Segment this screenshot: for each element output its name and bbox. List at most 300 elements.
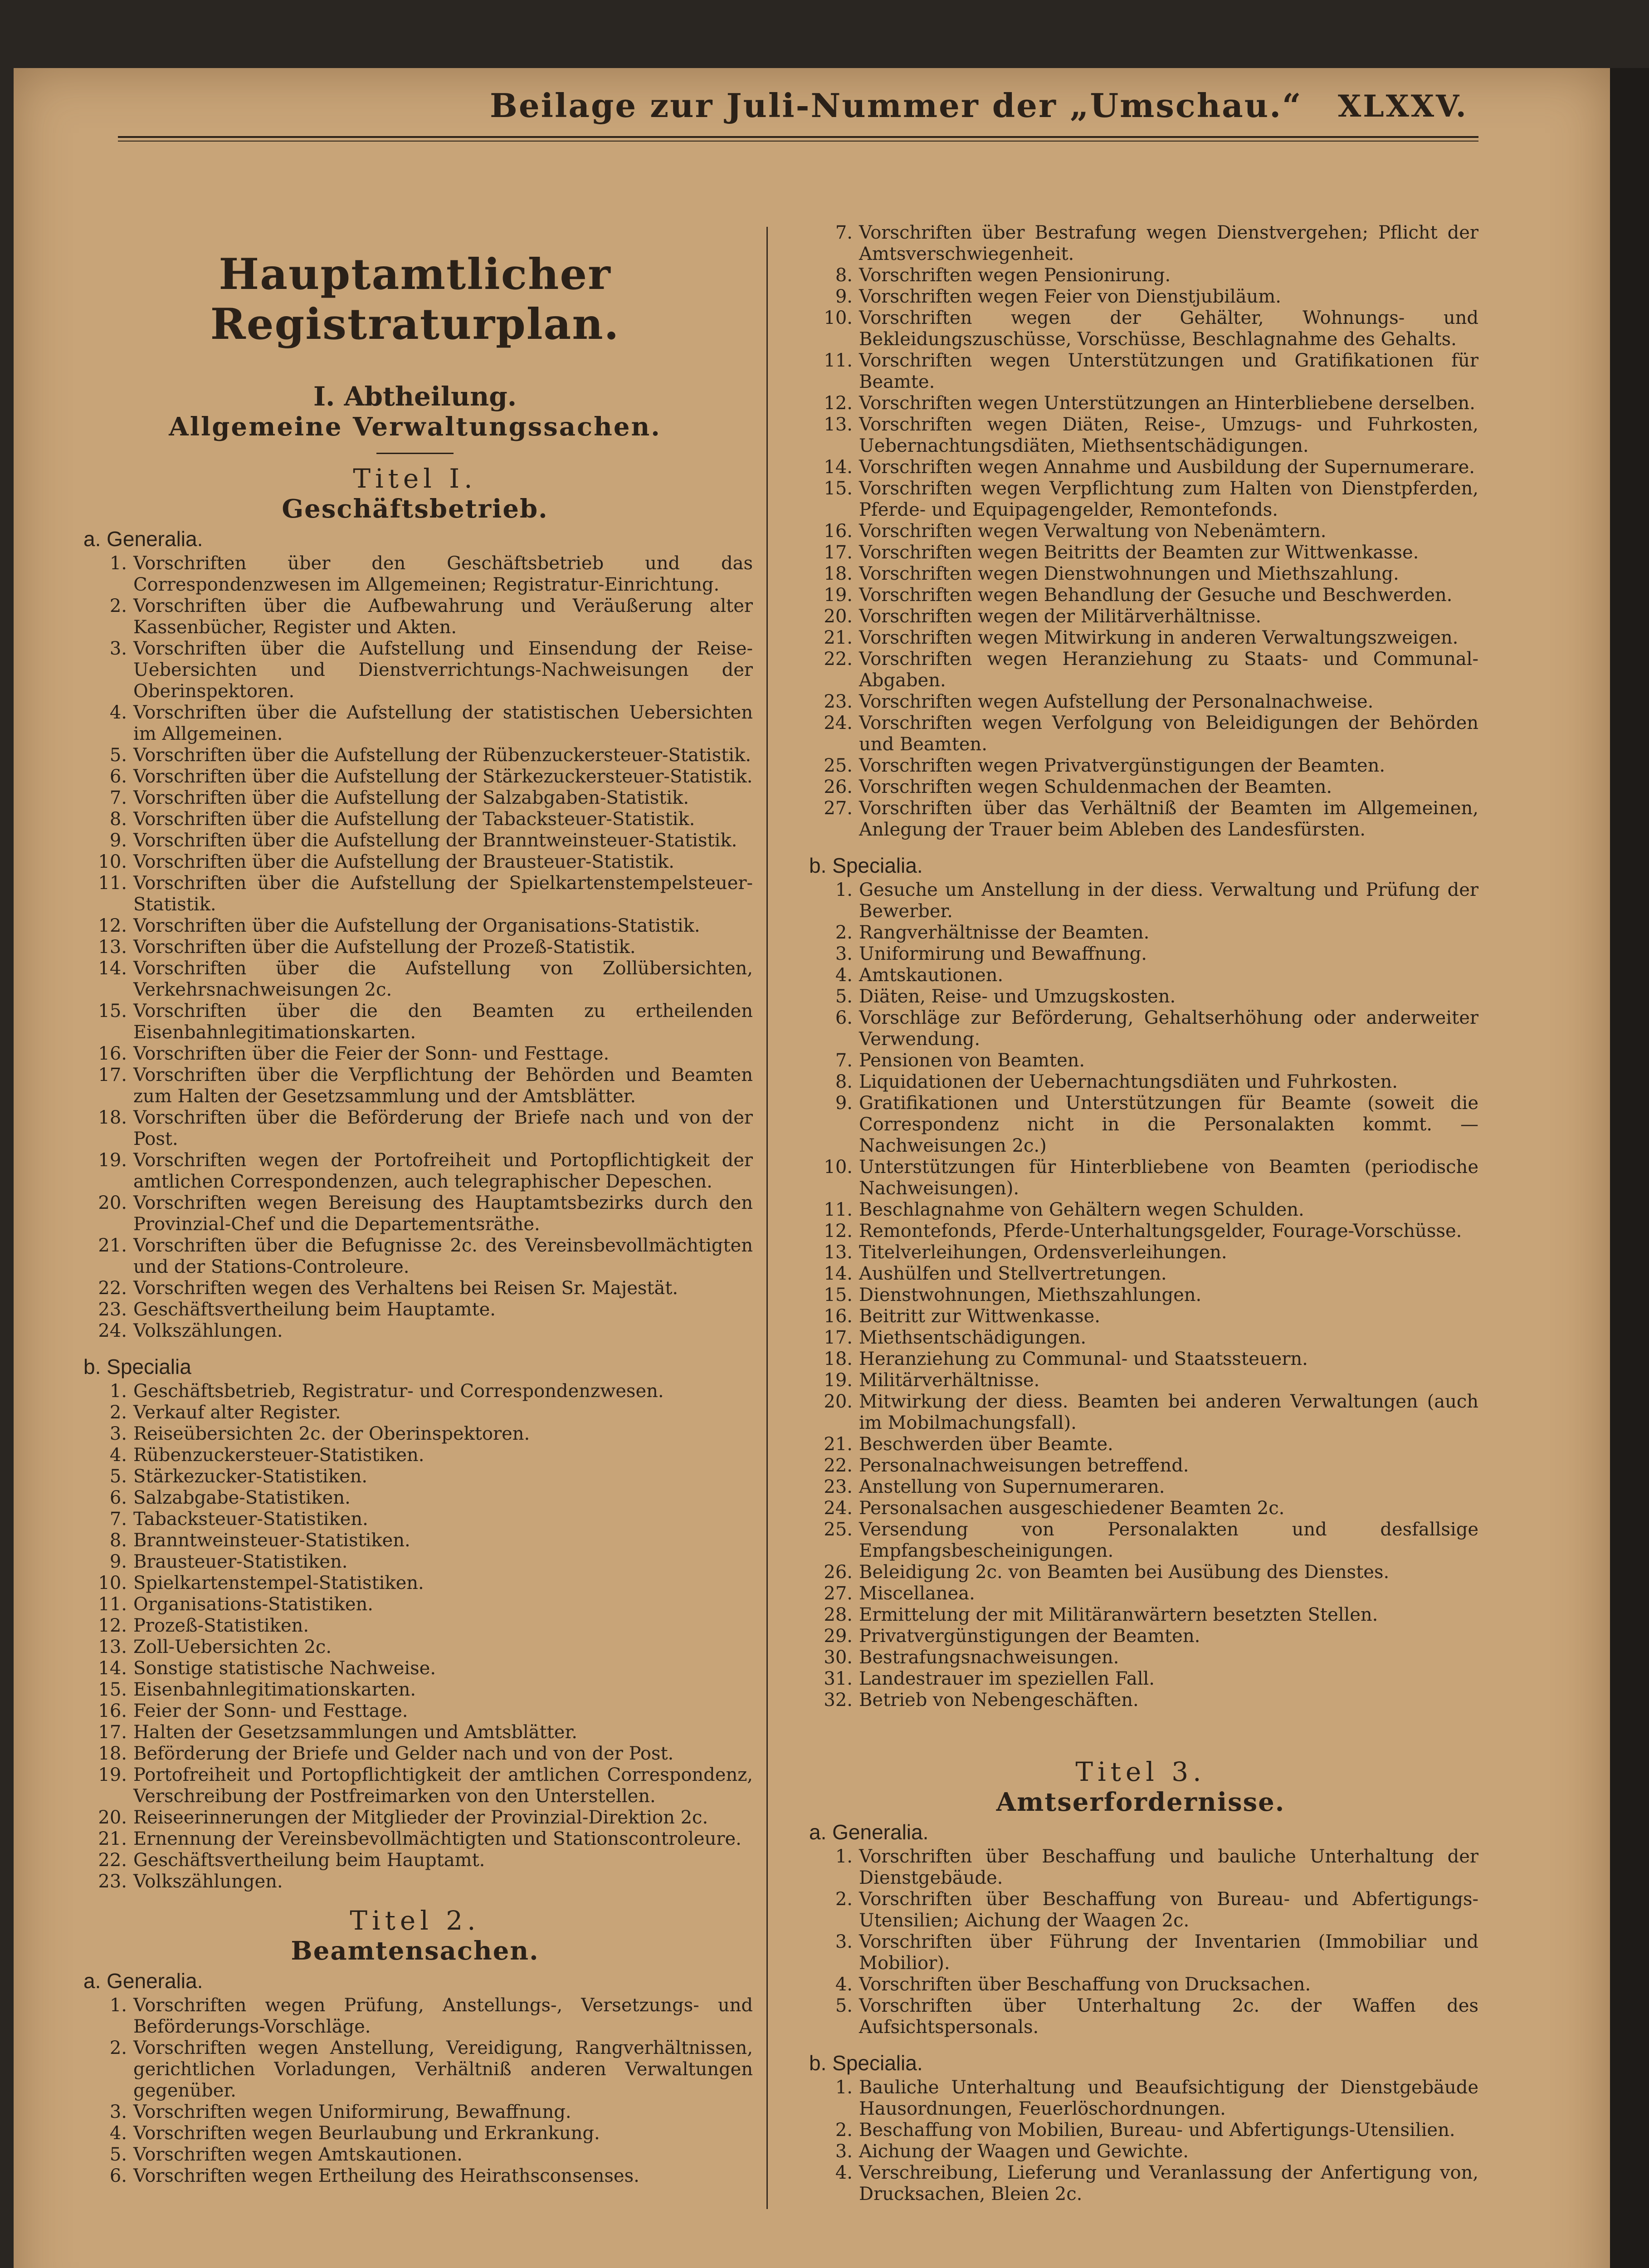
titel2-specialia-list	[803, 880, 1478, 1711]
item-number: 10.	[98, 1573, 127, 1593]
item-text: Portofreiheit und Portopflichtigkeit der amtlichen Correspondenz, Verschreibung der Postfreimarken von den Unterstellen.	[133, 1765, 753, 1807]
item-number: 23.	[824, 1476, 853, 1497]
item-text: Vorschriften wegen Mitwirkung in anderen Verwaltungszweigen.	[859, 627, 1459, 648]
item-text: Vorschriften wegen des Verhaltens bei Reisen Sr. Majestät.	[133, 1278, 678, 1299]
item-text: Mitwirkung der diess. Beamten bei anderen Verwaltungen (auch im Mobilmachungsfall).	[859, 1391, 1478, 1433]
list-item	[803, 2141, 1478, 2162]
item-text: Vorschriften wegen Prüfung, Anstellungs-, Versetzungs- und Beförderungs-Vorschläge.	[133, 1995, 753, 2037]
item-number: 15.	[824, 1285, 853, 1305]
item-text: Vorschriften über den Geschäftsbetrieb und das Correspondenzwesen im Allgemeinen; Registratur-Einrichtung.	[133, 553, 753, 595]
item-text: Rangverhältnisse der Beamten.	[859, 922, 1150, 943]
item-text: Militärverhältnisse.	[859, 1370, 1040, 1391]
titel2-generalia-list-part2	[803, 222, 1478, 841]
list-item	[803, 1071, 1478, 1093]
item-number: 28.	[824, 1604, 853, 1625]
item-number: 19.	[98, 1765, 127, 1785]
list-item	[803, 1221, 1478, 1242]
titel3-generalia-heading: a. Generalia.	[809, 1820, 929, 1844]
list-item	[77, 1679, 753, 1701]
item-number: 29.	[824, 1626, 853, 1647]
list-item	[803, 627, 1478, 649]
list-item	[803, 265, 1478, 286]
item-text: Pensionen von Beamten.	[859, 1050, 1085, 1071]
item-text: Dienstwohnungen, Miethszahlungen.	[859, 1285, 1202, 1305]
item-text: Vorschriften wegen der Militärverhältnisse.	[859, 606, 1262, 627]
item-text: Vorschriften über die Aufstellung der statistischen Uebersichten im Allgemeinen.	[133, 702, 753, 744]
list-item	[77, 1278, 753, 1299]
item-text: Bestrafungsnachweisungen.	[859, 1647, 1119, 1668]
item-text: Vorschriften wegen Behandlung der Gesuche und Beschwerden.	[859, 585, 1453, 606]
item-number: 3.	[835, 1931, 853, 1952]
list-item	[803, 1476, 1478, 1498]
list-item	[803, 457, 1478, 478]
list-item	[803, 286, 1478, 308]
list-item	[803, 521, 1478, 542]
item-text: Vorschriften über Beschaffung und bauliche Unterhaltung der Dienstgebäude.	[859, 1846, 1478, 1888]
item-text: Salzabgabe-Statistiken.	[133, 1487, 351, 1508]
item-number: 12.	[98, 1615, 127, 1636]
item-number: 3.	[835, 943, 853, 964]
item-text: Vorschriften wegen Pensionirung.	[859, 265, 1171, 286]
item-text: Vorschriften über das Verhältniß der Beamten im Allgemeinen, Anlegung der Trauer beim Ableben des Landesfürsten.	[859, 798, 1478, 840]
item-number: 18.	[824, 1349, 853, 1369]
item-text: Vorschriften über die Aufstellung und Einsendung der Reise-Uebersichten und Dienstverrichtungs-Nachweisungen der Oberinspektoren.	[133, 638, 753, 702]
item-number: 14.	[98, 1658, 127, 1679]
item-number: 14.	[98, 958, 127, 979]
list-item	[803, 1242, 1478, 1263]
item-number: 6.	[109, 2165, 127, 2186]
titel2-label: Titel 2.	[350, 1905, 480, 1936]
list-item	[77, 1807, 753, 1828]
titel2-specialia-heading: b. Specialia.	[809, 854, 923, 877]
item-number: 13.	[824, 1242, 853, 1263]
item-number: 7.	[109, 1509, 127, 1530]
item-number: 26.	[824, 1562, 853, 1583]
item-text: Verschreibung, Lieferung und Veranlassung der Anfertigung von, Drucksachen, Bleien 2c.	[859, 2162, 1478, 2204]
item-number: 18.	[98, 1107, 127, 1128]
item-text: Vorschriften über die Aufstellung der Stärkezuckersteuer-Statistik.	[133, 766, 753, 787]
item-number: 3.	[109, 1423, 127, 1444]
item-text: Beleidigung 2c. von Beamten bei Ausübung des Dienstes.	[859, 1562, 1390, 1583]
list-item	[803, 1349, 1478, 1370]
item-number: 19.	[98, 1150, 127, 1171]
item-number: 14.	[824, 1263, 853, 1284]
item-number: 27.	[824, 798, 853, 819]
item-number: 3.	[109, 2102, 127, 2122]
list-item	[77, 1701, 753, 1722]
list-item	[77, 1445, 753, 1466]
item-number: 16.	[98, 1701, 127, 1721]
item-text: Vorschriften wegen der Portofreiheit und Portopflichtigkeit der amtlichen Correspondenzen, auch telegraphischer Depeschen.	[133, 1150, 753, 1192]
item-number: 32.	[824, 1690, 853, 1711]
item-number: 5.	[109, 1466, 127, 1487]
list-item	[77, 766, 753, 787]
item-number: 23.	[98, 1299, 127, 1320]
list-item	[77, 1509, 753, 1530]
list-item	[803, 1690, 1478, 1711]
list-item	[803, 1157, 1478, 1199]
list-item	[77, 2038, 753, 2102]
item-text: Vorschriften über die Aufstellung der Rübenzuckersteuer-Statistik.	[133, 745, 751, 766]
item-text: Vorschriften über die Befugnisse 2c. des Vereinsbevollmächtigten und der Stations-Controleure.	[133, 1235, 753, 1277]
list-item	[803, 1050, 1478, 1071]
list-item	[77, 1615, 753, 1637]
list-item	[803, 1263, 1478, 1285]
list-item	[77, 1320, 753, 1342]
item-number: 17.	[824, 1327, 853, 1348]
list-item	[77, 1193, 753, 1235]
item-text: Vorschriften wegen der Gehälter, Wohnungs- und Bekleidungszuschüsse, Vorschüsse, Beschlagnahme des Gehalts.	[859, 308, 1478, 350]
item-number: 16.	[824, 1306, 853, 1327]
item-text: Beförderung der Briefe und Gelder nach und von der Post.	[133, 1743, 674, 1764]
item-text: Volkszählungen.	[133, 1871, 283, 1892]
list-item	[77, 1381, 753, 1402]
list-item	[77, 1765, 753, 1807]
list-item	[77, 787, 753, 809]
item-text: Betrieb von Nebengeschäften.	[859, 1690, 1139, 1711]
item-number: 1.	[835, 2077, 853, 2098]
list-item	[803, 1846, 1478, 1889]
item-number: 8.	[109, 809, 127, 830]
list-item	[77, 1573, 753, 1594]
list-item	[77, 1466, 753, 1487]
item-number: 4.	[109, 702, 127, 723]
titel1-generalia-list	[77, 553, 753, 1342]
item-number: 19.	[824, 585, 853, 606]
item-text: Vorschriften über die Feier der Sonn- und Festtage.	[133, 1043, 610, 1064]
list-item	[803, 1370, 1478, 1391]
item-number: 4.	[109, 1445, 127, 1466]
item-text: Organisations-Statistiken.	[133, 1594, 374, 1615]
list-item	[77, 937, 753, 958]
list-item	[803, 1327, 1478, 1349]
item-text: Geschäftsvertheilung beim Hauptamte.	[133, 1299, 496, 1320]
titel2-name: Beamtensachen.	[291, 1936, 539, 1966]
item-text: Vorschriften über die Aufstellung der Brausteuer-Statistik.	[133, 851, 674, 872]
item-text: Spielkartenstempel-Statistiken.	[133, 1573, 424, 1593]
item-number: 2.	[835, 922, 853, 943]
item-number: 25.	[824, 755, 853, 776]
item-text: Vorschriften wegen Annahme und Ausbildung der Supernumerare.	[859, 457, 1475, 478]
item-text: Anstellung von Supernumeraren.	[859, 1476, 1165, 1497]
item-number: 4.	[835, 965, 853, 986]
list-item	[803, 563, 1478, 585]
list-item	[77, 638, 753, 702]
list-item	[803, 1199, 1478, 1221]
list-item	[803, 777, 1478, 798]
list-item	[77, 1423, 753, 1445]
list-item	[77, 2165, 753, 2187]
list-item	[77, 1107, 753, 1150]
list-item	[803, 1498, 1478, 1519]
item-number: 2.	[835, 1889, 853, 1910]
list-item	[803, 2120, 1478, 2141]
item-text: Vorschläge zur Beförderung, Gehaltserhöhung oder anderweiter Verwendung.	[859, 1007, 1478, 1050]
item-number: 17.	[98, 1065, 127, 1085]
list-item	[803, 414, 1478, 457]
item-number: 14.	[824, 457, 853, 478]
item-text: Zoll-Uebersichten 2c.	[133, 1637, 332, 1657]
titel3-generalia-list	[803, 1846, 1478, 2038]
item-text: Branntweinsteuer-Statistiken.	[133, 1530, 410, 1551]
list-item	[803, 755, 1478, 777]
item-text: Vorschriften über die Aufbewahrung und Veräußerung alter Kassenbücher, Register und Akten.	[133, 596, 753, 638]
item-number: 26.	[824, 777, 853, 797]
item-number: 1.	[835, 1846, 853, 1867]
list-item	[803, 2077, 1478, 2120]
right-column	[803, 222, 1478, 2218]
item-text: Ermittelung der mit Militäranwärtern besetzten Stellen.	[859, 1604, 1378, 1625]
item-text: Prozeß-Statistiken.	[133, 1615, 309, 1636]
item-number: 8.	[835, 265, 853, 286]
item-text: Vorschriften über die Aufstellung der Salzabgaben-Statistik.	[133, 787, 689, 808]
item-text: Vorschriften über die den Beamten zu ertheilenden Eisenbahnlegitimationskarten.	[133, 1001, 753, 1043]
item-number: 9.	[835, 286, 853, 307]
item-number: 30.	[824, 1647, 853, 1668]
item-text: Vorschriften über Führung der Inventarien (Immobiliar und Mobilior).	[859, 1931, 1478, 1974]
item-number: 1.	[109, 1995, 127, 2016]
list-item	[77, 851, 753, 873]
item-text: Miethsentschädigungen.	[859, 1327, 1087, 1348]
item-text: Remontefonds, Pferde-Unterhaltungsgelder, Fourage-Vorschüsse.	[859, 1221, 1462, 1242]
item-number: 5.	[835, 986, 853, 1007]
list-item	[77, 1235, 753, 1278]
item-number: 11.	[98, 873, 127, 894]
list-item	[77, 809, 753, 830]
item-number: 25.	[824, 1519, 853, 1540]
list-item	[77, 2102, 753, 2123]
item-number: 20.	[98, 1807, 127, 1828]
list-item	[77, 1828, 753, 1850]
list-item	[803, 585, 1478, 606]
item-text: Vorschriften wegen Verpflichtung zum Halten von Dienstpferden, Pferde- und Equipagengelder, Remontefonds.	[859, 478, 1478, 520]
list-item	[77, 915, 753, 937]
list-item	[803, 880, 1478, 922]
abteilung-label: I. Abtheilung.	[313, 381, 517, 412]
item-number: 24.	[824, 1498, 853, 1519]
item-text: Personalnachweisungen betreffend.	[859, 1455, 1189, 1476]
list-item	[803, 222, 1478, 265]
list-item	[803, 1562, 1478, 1583]
list-item	[77, 745, 753, 766]
list-item	[803, 542, 1478, 563]
item-number: 7.	[835, 1050, 853, 1071]
list-item	[803, 1668, 1478, 1690]
item-number: 18.	[824, 563, 853, 584]
item-number: 4.	[109, 2123, 127, 2144]
titel2-generalia-heading: a. Generalia.	[83, 1969, 203, 1993]
item-text: Uniformirung und Bewaffnung.	[859, 943, 1147, 964]
item-text: Vorschriften wegen Privatvergünstigungen der Beamten.	[859, 755, 1386, 776]
main-title: Hauptamtlicher Registraturplan.	[210, 249, 620, 349]
item-number: 22.	[824, 649, 853, 670]
item-text: Vorschriften wegen Diäten, Reise-, Umzugs- und Fuhrkosten, Uebernachtungsdiäten, Miethsentschädigungen.	[859, 414, 1478, 456]
list-item	[803, 1391, 1478, 1434]
titel3-name: Amtserfordernisse.	[996, 1787, 1285, 1817]
list-item	[77, 1658, 753, 1679]
list-item	[77, 830, 753, 851]
list-item	[803, 965, 1478, 986]
item-text: Beschwerden über Beamte.	[859, 1434, 1113, 1455]
list-item	[803, 1519, 1478, 1562]
list-item	[77, 596, 753, 638]
item-number: 12.	[824, 1221, 853, 1242]
list-item	[803, 350, 1478, 393]
item-number: 6.	[109, 1487, 127, 1508]
item-number: 16.	[98, 1043, 127, 1064]
titel3-label: Titel 3.	[1075, 1756, 1206, 1787]
item-text: Vorschriften wegen Verfolgung von Beleidigungen der Behörden und Beamten.	[859, 713, 1478, 755]
item-number: 13.	[824, 414, 853, 435]
item-number: 18.	[98, 1743, 127, 1764]
item-number: 3.	[109, 638, 127, 659]
item-number: 1.	[109, 553, 127, 574]
item-text: Unterstützungen für Hinterbliebene von Beamten (periodische Nachweisungen).	[859, 1157, 1478, 1199]
item-text: Versendung von Personalakten und desfallsige Empfangsbescheinigungen.	[859, 1519, 1478, 1561]
item-text: Stärkezucker-Statistiken.	[133, 1466, 368, 1487]
item-text: Vorschriften wegen Verwaltung von Nebenämtern.	[859, 521, 1327, 542]
item-number: 6.	[835, 1007, 853, 1028]
item-text: Vorschriften wegen Unterstützungen und Gratifikationen für Beamte.	[859, 350, 1478, 392]
item-text: Vorschriften wegen Anstellung, Vereidigung, Rangverhältnissen, gerichtlichen Vorladungen, Verhältniß anderen Verwaltungen gegenüber.	[133, 2038, 753, 2101]
list-item	[803, 606, 1478, 627]
page-number: XLXXV.	[1338, 88, 1468, 124]
item-text: Vorschriften über Bestrafung wegen Dienstvergehen; Pflicht der Amtsverschwiegenheit.	[859, 222, 1478, 264]
item-text: Vorschriften wegen Aufstellung der Personalnachweise.	[859, 691, 1374, 712]
item-number: 22.	[824, 1455, 853, 1476]
item-text: Vorschriften wegen Ertheilung des Heirathsconsenses.	[133, 2165, 639, 2186]
list-item	[77, 1299, 753, 1320]
item-number: 31.	[824, 1668, 853, 1689]
item-number: 12.	[98, 915, 127, 936]
item-text: Personalsachen ausgeschiedener Beamten 2c.	[859, 1498, 1285, 1519]
item-number: 8.	[109, 1530, 127, 1551]
list-item	[803, 1007, 1478, 1050]
item-number: 7.	[835, 222, 853, 243]
item-number: 17.	[824, 542, 853, 563]
list-item	[803, 986, 1478, 1007]
item-number: 20.	[98, 1193, 127, 1213]
item-number: 21.	[824, 627, 853, 648]
item-number: 21.	[824, 1434, 853, 1455]
list-item	[803, 691, 1478, 713]
titel3-specialia-list	[803, 2077, 1478, 2205]
item-number: 9.	[109, 830, 127, 851]
item-text: Eisenbahnlegitimationskarten.	[133, 1679, 416, 1700]
list-item	[803, 649, 1478, 691]
item-number: 7.	[109, 787, 127, 808]
item-text: Vorschriften über die Aufstellung der Prozeß-Statistik.	[133, 937, 636, 958]
item-text: Rübenzuckersteuer-Statistiken.	[133, 1445, 424, 1466]
item-number: 2.	[835, 2120, 853, 2141]
titel1-label: Titel I.	[353, 463, 477, 494]
list-item	[803, 1583, 1478, 1604]
item-text: Vorschriften wegen Amtskautionen.	[133, 2144, 463, 2165]
item-number: 15.	[824, 478, 853, 499]
item-number: 22.	[98, 1850, 127, 1871]
item-number: 5.	[109, 745, 127, 766]
item-text: Vorschriften über die Aufstellung von Zollübersichten, Verkehrsnachweisungen 2c.	[133, 958, 753, 1000]
item-number: 1.	[835, 880, 853, 900]
item-number: 21.	[98, 1235, 127, 1256]
list-item	[803, 393, 1478, 414]
item-text: Vorschriften wegen Feier von Dienstjubiläum.	[859, 286, 1281, 307]
list-item	[803, 2162, 1478, 2205]
item-number: 13.	[98, 937, 127, 958]
item-number: 16.	[824, 521, 853, 542]
item-text: Vorschriften über Beschaffung von Bureau- und Abfertigungs-Utensilien; Aichung der Waagen 2c.	[859, 1889, 1478, 1931]
list-item	[77, 1722, 753, 1743]
list-item	[803, 798, 1478, 841]
list-item	[803, 478, 1478, 521]
item-text: Miscellanea.	[859, 1583, 975, 1604]
list-item	[803, 1889, 1478, 1931]
titel1-specialia-heading: b. Specialia	[83, 1355, 191, 1378]
item-number: 11.	[824, 350, 853, 371]
column-divider	[766, 227, 768, 2209]
titel3-specialia-heading: b. Specialia.	[809, 2051, 923, 2075]
item-number: 15.	[98, 1001, 127, 1022]
list-item	[803, 1285, 1478, 1306]
list-item	[77, 553, 753, 596]
item-text: Vorschriften über Beschaffung von Drucksachen.	[859, 1974, 1311, 1995]
item-text: Privatvergünstigungen der Beamten.	[859, 1626, 1200, 1647]
item-number: 9.	[109, 1551, 127, 1572]
list-item	[77, 958, 753, 1001]
item-number: 2.	[109, 596, 127, 616]
item-number: 27.	[824, 1583, 853, 1604]
item-text: Diäten, Reise- und Umzugskosten.	[859, 986, 1176, 1007]
item-number: 8.	[835, 1071, 853, 1092]
item-number: 2.	[109, 2038, 127, 2058]
item-text: Vorschriften über die Aufstellung der Branntweinsteuer-Statistik.	[133, 830, 737, 851]
item-text: Vorschriften über Unterhaltung 2c. der Waffen des Aufsichtspersonals.	[859, 1995, 1478, 2038]
item-text: Gratifikationen und Unterstützungen für Beamte (soweit die Correspondenz nicht in die Personalakten kommt. — Nachweisungen 2c.)	[859, 1093, 1478, 1156]
item-text: Halten der Gesetzsammlungen und Amtsblätter.	[133, 1722, 577, 1743]
item-text: Reiseerinnerungen der Mitglieder der Provinzial-Direktion 2c.	[133, 1807, 708, 1828]
item-number: 24.	[824, 713, 853, 733]
item-text: Heranziehung zu Communal- und Staatssteuern.	[859, 1349, 1308, 1369]
section-rule	[376, 453, 454, 454]
item-number: 21.	[98, 1828, 127, 1849]
list-item	[803, 1931, 1478, 1974]
list-item	[77, 1594, 753, 1615]
titel1-name: Geschäftsbetrieb.	[282, 494, 548, 524]
item-text: Vorschriften wegen Uniformirung, Bewaffnung.	[133, 2102, 571, 2122]
item-text: Brausteuer-Statistiken.	[133, 1551, 348, 1572]
item-number: 23.	[824, 691, 853, 712]
list-item	[77, 1871, 753, 1892]
item-text: Vorschriften über die Aufstellung der Spielkartenstempelsteuer-Statistik.	[133, 873, 753, 915]
item-text: Beschlagnahme von Gehältern wegen Schulden.	[859, 1199, 1304, 1220]
header-rule	[118, 136, 1478, 142]
item-text: Geschäftsvertheilung beim Hauptamt.	[133, 1850, 485, 1871]
item-text: Vorschriften wegen Bereisung des Hauptamtsbezirks durch den Provinzial-Chef und die Departementsräthe.	[133, 1193, 753, 1235]
item-text: Geschäftsbetrieb, Registratur- und Correspondenzwesen.	[133, 1381, 664, 1402]
item-text: Vorschriften wegen Beitritts der Beamten zur Wittwenkasse.	[859, 542, 1419, 563]
item-text: Bauliche Unterhaltung und Beaufsichtigung der Dienstgebäude Hausordnungen, Feuerlöschordnungen.	[859, 2077, 1478, 2119]
list-item	[803, 1434, 1478, 1455]
item-number: 17.	[98, 1722, 127, 1743]
item-text: Aushülfen und Stellvertretungen.	[859, 1263, 1167, 1284]
abteilung-name: Allgemeine Verwaltungssachen.	[169, 412, 661, 442]
item-text: Sonstige statistische Nachweise.	[133, 1658, 436, 1679]
item-text: Tabacksteuer-Statistiken.	[133, 1509, 368, 1530]
item-text: Vorschriften über die Aufstellung der Organisations-Statistik.	[133, 915, 700, 936]
titel1-generalia-heading: a. Generalia.	[83, 527, 203, 551]
list-item	[77, 2144, 753, 2165]
item-number: 23.	[98, 1871, 127, 1892]
